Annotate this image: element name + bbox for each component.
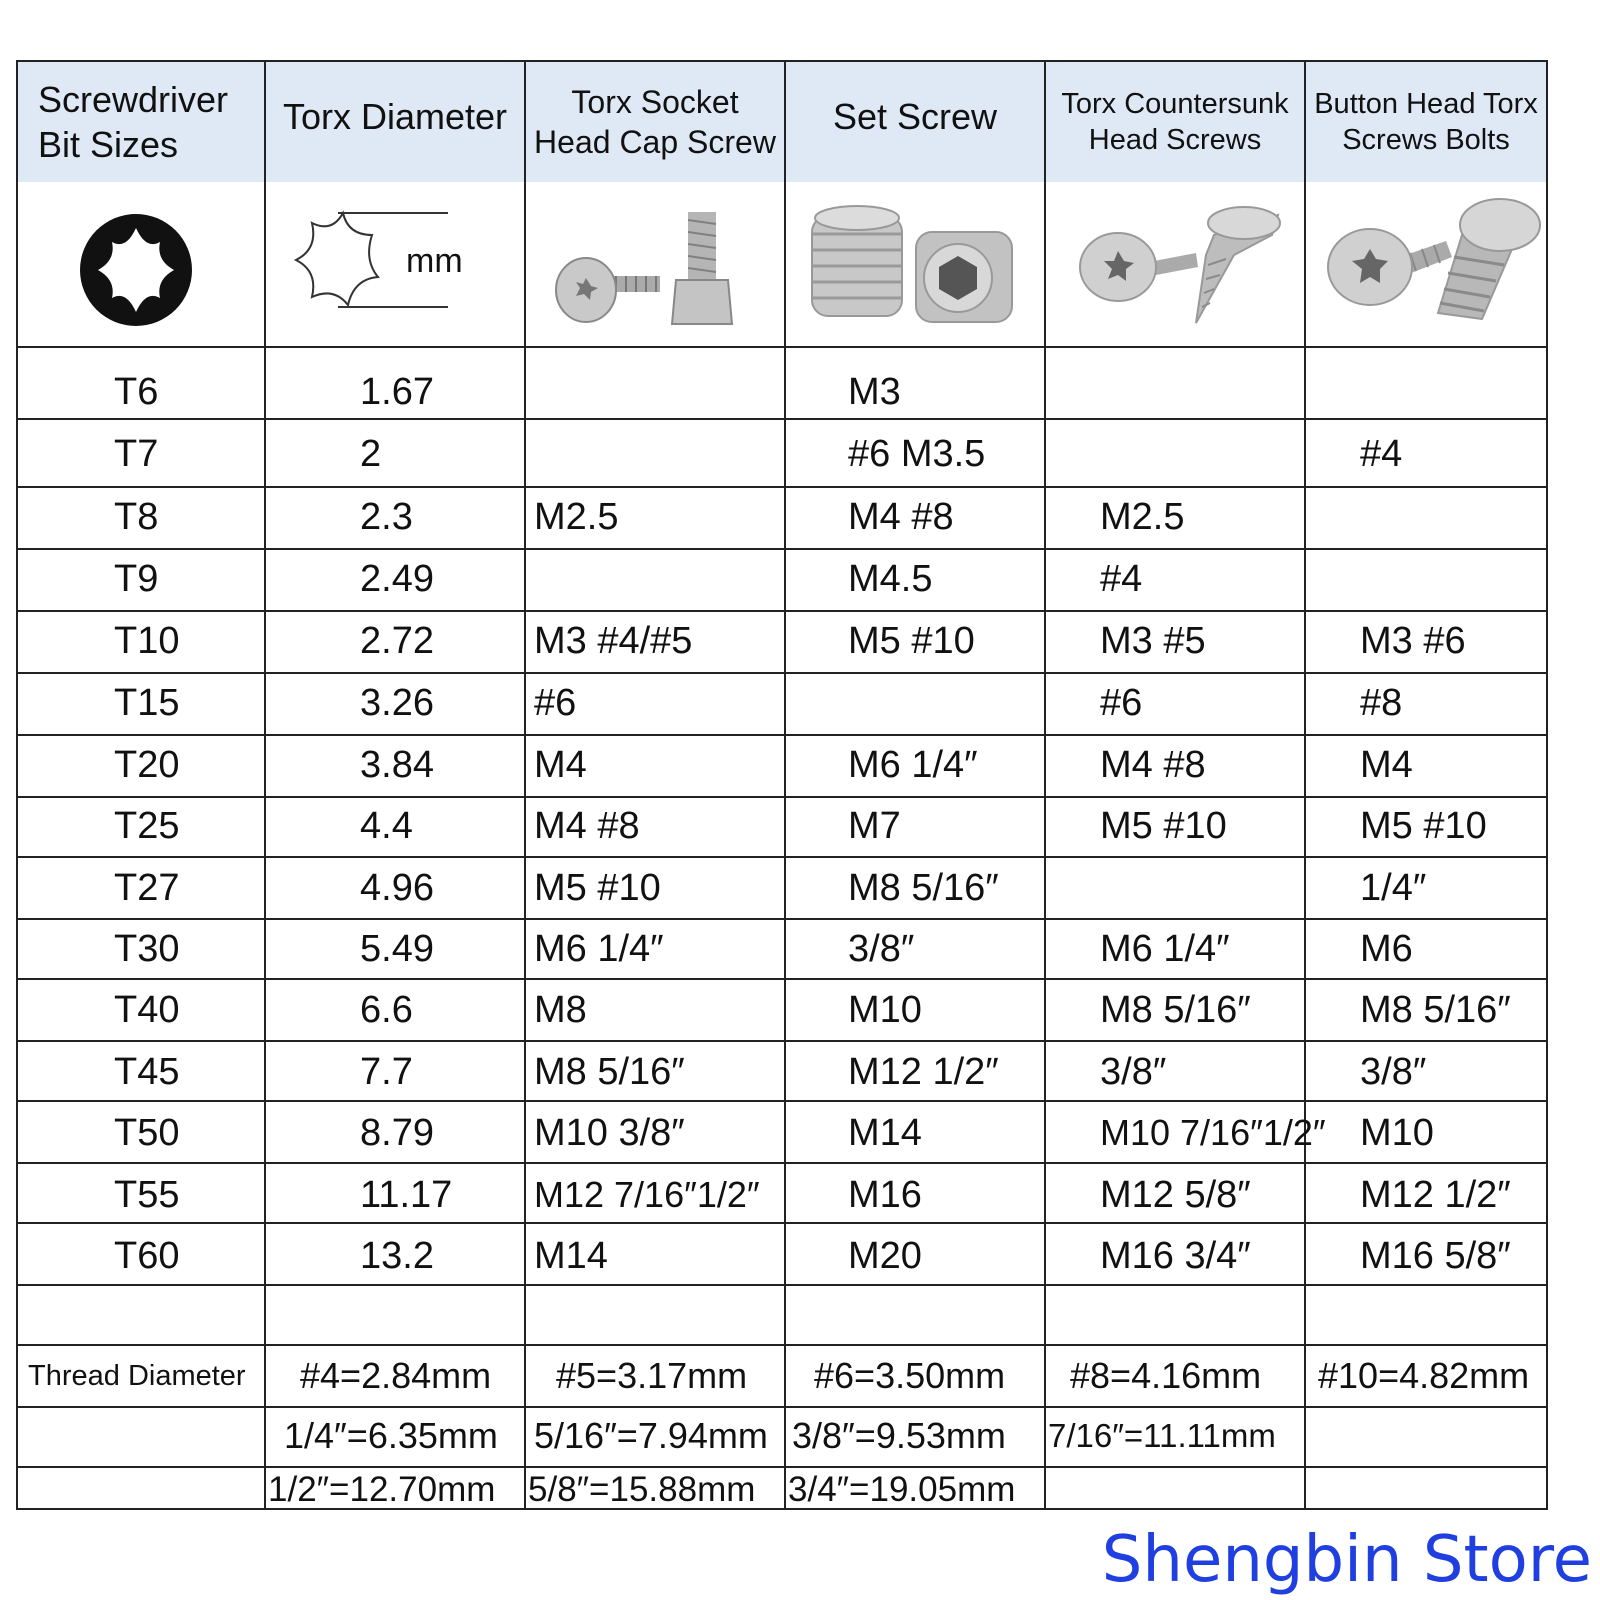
- bit-size-cell: T60: [114, 1235, 180, 1277]
- button-head-cell: M5 #10: [1360, 805, 1487, 847]
- button-head-cell: M12 1/2″: [1360, 1174, 1511, 1216]
- torx-star-icon: [76, 210, 196, 330]
- button-head-cell: #8: [1360, 682, 1403, 724]
- diameter-cell: 8.79: [360, 1112, 434, 1154]
- set-screw-cell: M7: [848, 805, 901, 847]
- grid-line: [16, 1344, 1548, 1346]
- header-countersunk: [1046, 62, 1304, 182]
- set-screw-cell: M16: [848, 1174, 922, 1216]
- set-screw-cell: M4 #8: [848, 496, 954, 538]
- button-head-screw-photo: [1322, 195, 1546, 330]
- set-screw-cell: #6 M3.5: [848, 433, 986, 475]
- thread-cell: 7/16″=11.11mm: [1048, 1417, 1276, 1454]
- diameter-cell: 2.3: [360, 496, 413, 538]
- socket-cap-cell: M2.5: [534, 496, 619, 538]
- bit-size-cell: T7: [114, 433, 159, 475]
- socket-cap-cell: M4: [534, 744, 587, 786]
- header-set-screw: [786, 62, 1044, 182]
- set-screw-cell: M6 1/4″: [848, 744, 978, 786]
- diameter-cell: 7.7: [360, 1051, 413, 1093]
- countersunk-cell: M12 5/8″: [1100, 1174, 1251, 1216]
- diameter-cell: 1.67: [360, 371, 434, 413]
- diameter-cell: 3.26: [360, 682, 434, 724]
- diameter-cell: 2.72: [360, 620, 434, 662]
- countersunk-cell: M6 1/4″: [1100, 928, 1230, 970]
- set-screw-cell: M4.5: [848, 558, 933, 600]
- bit-size-cell: T27: [114, 867, 180, 909]
- grid-line: [16, 346, 1548, 348]
- diameter-cell: 13.2: [360, 1235, 434, 1277]
- countersunk-screw-photo: [1064, 195, 1286, 330]
- grid-line: [16, 60, 1548, 62]
- grid-line: [16, 1466, 1548, 1468]
- diameter-cell: 6.6: [360, 989, 413, 1031]
- header-text: Torx Countersunk: [1061, 87, 1289, 120]
- set-screw-photo: [806, 198, 1026, 328]
- thread-cell: 3/4″=19.05mm: [788, 1470, 1016, 1509]
- header-torx-diameter: [266, 62, 524, 182]
- grid-line: [16, 734, 1548, 736]
- set-screw-cell: M20: [848, 1235, 922, 1277]
- diameter-cell: 11.17: [360, 1174, 453, 1216]
- thread-cell: #6=3.50mm: [814, 1355, 1006, 1396]
- set-screw-cell: M10: [848, 989, 922, 1031]
- countersunk-cell: 3/8″: [1100, 1051, 1167, 1093]
- button-head-cell: 1/4″: [1360, 867, 1427, 909]
- set-screw-cell: M3: [848, 371, 901, 413]
- header-text: Set Screw: [832, 96, 998, 137]
- grid-line: [16, 60, 18, 1510]
- countersunk-cell: #4: [1100, 558, 1143, 600]
- grid-line: [16, 1284, 1548, 1286]
- thread-cell: #8=4.16mm: [1070, 1355, 1262, 1396]
- grid-line: [16, 1100, 1548, 1102]
- thread-cell: 1/2″=12.70mm: [268, 1470, 496, 1509]
- diameter-unit-label: mm: [406, 242, 463, 280]
- bit-size-cell: T25: [114, 805, 180, 847]
- grid-line: [16, 1508, 1548, 1510]
- countersunk-cell: M8 5/16″: [1100, 989, 1251, 1031]
- bit-size-cell: T8: [114, 496, 159, 538]
- button-head-cell: M10: [1360, 1112, 1434, 1154]
- bit-size-cell: T10: [114, 620, 180, 662]
- button-head-cell: M6: [1360, 928, 1413, 970]
- header-text: Head Cap Screw: [534, 124, 776, 160]
- socket-cap-cell: M6 1/4″: [534, 928, 664, 970]
- header-bit-sizes: [18, 62, 264, 182]
- socket-cap-cell: #6: [534, 682, 577, 724]
- header-text: Torx Socket: [571, 84, 739, 120]
- socket-cap-cell: M14: [534, 1235, 608, 1277]
- grid-line: [16, 548, 1548, 550]
- button-head-cell: M8 5/16″: [1360, 989, 1511, 1031]
- header-text: Screwdriver: [38, 79, 229, 120]
- grid-line: [16, 1162, 1548, 1164]
- thread-cell: #4=2.84mm: [300, 1355, 492, 1396]
- bit-size-cell: T30: [114, 928, 180, 970]
- set-screw-cell: M8 5/16″: [848, 867, 999, 909]
- header-socket-cap: [526, 62, 784, 182]
- set-screw-cell: M12 1/2″: [848, 1051, 999, 1093]
- grid-line: [1546, 60, 1548, 1510]
- thread-cell: 1/4″=6.35mm: [284, 1415, 498, 1456]
- bit-size-cell: T15: [114, 682, 180, 724]
- grid-line: [1304, 60, 1306, 1510]
- thread-cell: 3/8″=9.53mm: [792, 1415, 1006, 1456]
- button-head-cell: #4: [1360, 433, 1403, 475]
- grid-line: [264, 60, 266, 1510]
- socket-cap-cell: M12 7/16″1/2″: [534, 1174, 760, 1215]
- grid-line: [16, 1040, 1548, 1042]
- diameter-cell: 4.96: [360, 867, 434, 909]
- header-button-head: [1306, 62, 1546, 182]
- socket-cap-cell: M8 5/16″: [534, 1051, 685, 1093]
- set-screw-cell: 3/8″: [848, 928, 915, 970]
- grid-line: [16, 610, 1548, 612]
- button-head-cell: M16 5/8″: [1360, 1235, 1511, 1277]
- socket-cap-cell: M3 #4/#5: [534, 620, 693, 662]
- grid-line: [16, 1406, 1548, 1408]
- bit-size-cell: T45: [114, 1051, 180, 1093]
- button-head-cell: M4: [1360, 744, 1413, 786]
- header-text: Bit Sizes: [38, 124, 179, 165]
- socket-cap-cell: M4 #8: [534, 805, 640, 847]
- bit-size-cell: T6: [114, 371, 159, 413]
- grid-line: [1044, 60, 1046, 1510]
- bit-size-cell: T40: [114, 989, 180, 1031]
- button-head-cell: 3/8″: [1360, 1051, 1427, 1093]
- thread-cell: 5/8″=15.88mm: [528, 1470, 756, 1509]
- grid-line: [16, 978, 1548, 980]
- header-text: Button Head Torx: [1314, 87, 1538, 120]
- thread-cell: #10=4.82mm: [1318, 1355, 1530, 1396]
- thread-cell: #5=3.17mm: [556, 1355, 748, 1396]
- diameter-cell: 5.49: [360, 928, 434, 970]
- header-text: Head Screws: [1088, 124, 1262, 156]
- bit-size-cell: T50: [114, 1112, 180, 1154]
- bit-size-cell: T55: [114, 1174, 180, 1216]
- socket-cap-cell: M8: [534, 989, 587, 1031]
- diameter-cell: 3.84: [360, 744, 434, 786]
- socket-head-cap-screw-photo: [546, 200, 766, 330]
- thread-diameter-label: Thread Diameter: [28, 1360, 246, 1392]
- countersunk-cell: M16 3/4″: [1100, 1235, 1251, 1277]
- countersunk-cell: M10 7/16″1/2″: [1100, 1112, 1326, 1153]
- countersunk-cell: M2.5: [1100, 496, 1185, 538]
- diameter-cell: 2: [360, 433, 382, 475]
- bit-size-cell: T20: [114, 744, 180, 786]
- diameter-cell: 4.4: [360, 805, 413, 847]
- grid-line: [16, 486, 1548, 488]
- grid-line: [16, 796, 1548, 798]
- set-screw-cell: M14: [848, 1112, 922, 1154]
- grid-line: [524, 60, 526, 1510]
- thread-cell: 5/16″=7.94mm: [534, 1415, 768, 1456]
- countersunk-cell: #6: [1100, 682, 1143, 724]
- countersunk-cell: M3 #5: [1100, 620, 1206, 662]
- header-text: Screws Bolts: [1342, 124, 1510, 156]
- header-text: Torx Diameter: [282, 96, 508, 137]
- grid-line: [16, 418, 1548, 420]
- socket-cap-cell: M10 3/8″: [534, 1112, 685, 1154]
- grid-line: [16, 672, 1548, 674]
- socket-cap-cell: M5 #10: [534, 867, 661, 909]
- grid-line: [16, 856, 1548, 858]
- button-head-cell: M3 #6: [1360, 620, 1466, 662]
- diameter-cell: 2.49: [360, 558, 434, 600]
- countersunk-cell: M5 #10: [1100, 805, 1227, 847]
- torx-diameter-icon: [288, 205, 488, 315]
- store-watermark: Shengbin Store: [1101, 1523, 1592, 1597]
- grid-line: [16, 918, 1548, 920]
- bit-size-cell: T9: [114, 558, 159, 600]
- grid-line: [16, 1222, 1548, 1224]
- set-screw-cell: M5 #10: [848, 620, 975, 662]
- grid-line: [784, 60, 786, 1510]
- countersunk-cell: M4 #8: [1100, 744, 1206, 786]
